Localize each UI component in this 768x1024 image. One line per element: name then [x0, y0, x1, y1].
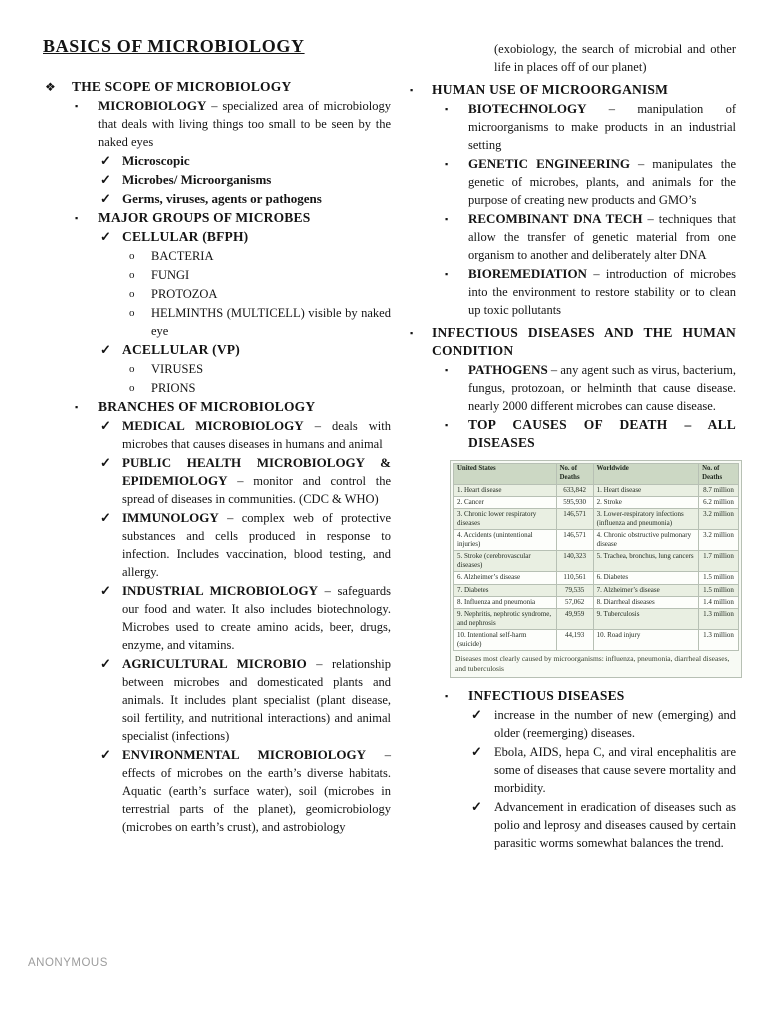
table-cell: 6.2 million: [699, 496, 739, 508]
item-text: Advancement in eradication of diseases such as polio and leprosy and diseases caused by certain parasitic worms somewhat balances the trend.: [494, 800, 736, 851]
watermark: ANONYMOUS: [28, 957, 108, 969]
item-text: – effects of microbes on the earth’s diverse habitats. Aquatic (earth’s surface water), soil (microbes in terrestrial parts of the planet), geomicrobiology (microbes on earth’s crust), and astrobiology: [122, 748, 391, 834]
check-bullet-icon: ✓: [471, 707, 482, 723]
table-cell: 6. Diabetes: [593, 572, 698, 584]
deaths-table: [453, 463, 739, 651]
table-cell: 3.2 million: [699, 530, 739, 551]
table-cell: 8. Diarrheal diseases: [593, 596, 698, 608]
check-bullet-icon: ✓: [471, 744, 482, 760]
check-bullet-icon: ✓: [100, 229, 111, 244]
list-item: [410, 361, 736, 415]
square-bullet-icon: ▪: [75, 402, 79, 412]
check-bullet-icon: ✓: [100, 510, 111, 525]
list-item: [43, 247, 391, 265]
table-cell: 1.5 million: [699, 584, 739, 596]
term-label: Microbes/ Microorganisms: [122, 172, 272, 187]
table-cell: 4. Chronic obstructive pulmonary disease: [593, 530, 698, 551]
list-item: [43, 746, 391, 836]
term-label: PATHOGENS: [468, 362, 548, 377]
table-cell: 1. Heart disease: [454, 484, 557, 496]
square-bullet-icon: ▪: [410, 85, 414, 95]
list-item: [410, 743, 736, 797]
check-bullet-icon: ✓: [100, 747, 111, 762]
table-cell: 1.5 million: [699, 572, 739, 584]
right-column-items-bottom: [410, 687, 736, 852]
term-label: IMMUNOLOGY: [122, 510, 219, 525]
table-cell: 1. Heart disease: [593, 484, 698, 496]
table-cell: 2. Cancer: [454, 496, 557, 508]
table-cell: 146,571: [556, 508, 593, 529]
item-text: – techniques that allow the transfer of genetic material from one organism to another and deliberately alter DNA: [468, 212, 736, 262]
diamond-bullet-icon: ❖: [45, 80, 56, 94]
table-caption: Diseases most clearly caused by microorganisms: influenza, pneumonia, diarrheal diseases, and tuberculosis: [455, 654, 730, 674]
circle-bullet-icon: o: [129, 307, 135, 319]
item-text: PRIONS: [151, 381, 196, 395]
list-item: [410, 706, 736, 742]
item-text: – introduction of microbes into the environment to restore stability or to clean up toxic pollutants: [468, 267, 736, 317]
item-text: – deals with microbes that causes diseases in humans and animal: [122, 419, 391, 451]
table-cell: 7. Alzheimer’s disease: [593, 584, 698, 596]
table-cell: 44,193: [556, 629, 593, 650]
table-cell: 8.7 million: [699, 484, 739, 496]
list-item: [43, 228, 391, 246]
term-label: ACELLULAR (VP): [122, 342, 240, 357]
table-cell: 3. Lower-respiratory infections (influenza and pneumonia): [593, 508, 698, 529]
square-bullet-icon: ▪: [445, 420, 449, 430]
term-label: THE SCOPE OF MICROBIOLOGY: [72, 79, 292, 94]
section-infectious-diseases: [410, 687, 736, 705]
list-item: [43, 171, 391, 189]
table-header-cell: No. of Deaths: [556, 464, 593, 485]
table-cell: 7. Diabetes: [454, 584, 557, 596]
table-cell: 3.2 million: [699, 508, 739, 529]
item-text: – manipulation of microorganisms to make products in an industrial setting: [468, 102, 736, 152]
table-row: [454, 551, 739, 572]
square-bullet-icon: ▪: [445, 159, 449, 169]
section-infectious-diseases-and-the-human-condition: [410, 324, 736, 360]
list-item: [43, 341, 391, 359]
list-item: [43, 152, 391, 170]
right-column-items-top: [410, 40, 736, 452]
continuation-text: [410, 40, 736, 76]
table-cell: 633,842: [556, 484, 593, 496]
square-bullet-icon: ▪: [445, 214, 449, 224]
term-label: HUMAN USE OF MICROORGANISM: [432, 82, 669, 97]
table-cell: 57,062: [556, 596, 593, 608]
term-label: GENETIC ENGINEERING: [468, 156, 631, 171]
table-header-row: [454, 464, 739, 485]
circle-bullet-icon: o: [129, 363, 135, 375]
circle-bullet-icon: o: [129, 288, 135, 300]
list-item: [43, 360, 391, 378]
square-bullet-icon: ▪: [445, 104, 449, 114]
table-cell: 1.3 million: [699, 608, 739, 629]
table-cell: 5. Stroke (cerebrovascular diseases): [454, 551, 557, 572]
term-label: INDUSTRIAL MICROBIOLOGY: [122, 583, 319, 598]
table-cell: 595,930: [556, 496, 593, 508]
list-item: [43, 190, 391, 208]
table-cell: 8. Influenza and pneumonia: [454, 596, 557, 608]
item-text: HELMINTHS (MULTICELL) visible by naked eye: [151, 306, 391, 338]
table-row: [454, 629, 739, 650]
term-label: BIOREMEDIATION: [468, 266, 587, 281]
list-item: [43, 285, 391, 303]
table-cell: 49,959: [556, 608, 593, 629]
term-label: PUBLIC HEALTH MICROBIOLOGY & EPIDEMIOLOGY: [122, 455, 391, 488]
list-item: [43, 417, 391, 453]
table-header-cell: No. of Deaths: [699, 464, 739, 485]
table-cell: 1.7 million: [699, 551, 739, 572]
list-item: [410, 100, 736, 154]
term-label: TOP CAUSES OF DEATH – ALL DISEASES: [468, 417, 736, 450]
page-title: BASICS OF MICROBIOLOGY: [43, 36, 305, 56]
check-bullet-icon: ✓: [100, 342, 111, 357]
table-cell: 146,571: [556, 530, 593, 551]
table-row: [454, 608, 739, 629]
section-major-groups-of-microbes: [43, 209, 391, 227]
table-cell: 9. Tuberculosis: [593, 608, 698, 629]
table-cell: 4. Accidents (unintentional injuries): [454, 530, 557, 551]
table-row: [454, 572, 739, 584]
square-bullet-icon: ▪: [445, 691, 449, 702]
table-row: [454, 508, 739, 529]
square-bullet-icon: ▪: [445, 365, 449, 375]
item-text: PROTOZOA: [151, 287, 218, 301]
check-bullet-icon: ✓: [100, 418, 111, 433]
list-item: [43, 582, 391, 654]
term-label: MEDICAL MICROBIOLOGY: [122, 418, 304, 433]
item-text: – any agent such as virus, bacterium, fungus, protozoan, or helminth that cause disease. nearly 2000 different microbes can cause disease.: [468, 363, 736, 413]
table-header-cell: Worldwide: [593, 464, 698, 485]
item-text: VIRUSES: [151, 362, 204, 376]
list-item: [43, 304, 391, 340]
term-label: INFECTIOUS DISEASES AND THE HUMAN CONDITION: [432, 325, 736, 358]
item-text: increase in the number of new (emerging) and older (reemerging) diseases.: [494, 708, 736, 741]
term-label: Microscopic: [122, 153, 190, 168]
item-text: BACTERIA: [151, 249, 214, 263]
item-text: – specialized area of microbiology that deals with living things too small to be seen by the naked eyes: [98, 99, 391, 149]
section-top-causes-of-death: [410, 416, 736, 452]
deaths-table-figure: [450, 460, 742, 678]
term-label: MAJOR GROUPS OF MICROBES: [98, 210, 311, 225]
circle-bullet-icon: o: [129, 382, 135, 394]
item-text: FUNGI: [151, 268, 190, 282]
list-item: [410, 210, 736, 264]
term-label: MICROBIOLOGY: [98, 98, 207, 113]
term-label: BRANCHES OF MICROBIOLOGY: [98, 399, 316, 414]
item-text: Ebola, AIDS, hepa C, and viral encephalitis are some of diseases that cause severe mortality and morbidity.: [494, 745, 736, 796]
list-item: [43, 266, 391, 284]
table-row: [454, 596, 739, 608]
term-label: CELLULAR (BFPH): [122, 229, 249, 244]
table-header-cell: United States: [454, 464, 557, 485]
term-label: ENVIRONMENTAL MICROBIOLOGY: [122, 747, 366, 762]
list-item: [43, 97, 391, 151]
list-item: [410, 265, 736, 319]
table-cell: 1.4 million: [699, 596, 739, 608]
check-bullet-icon: ✓: [100, 455, 111, 470]
term-label: RECOMBINANT DNA TECH: [468, 211, 643, 226]
check-bullet-icon: ✓: [100, 153, 111, 168]
square-bullet-icon: ▪: [75, 101, 79, 111]
term-label: BIOTECHNOLOGY: [468, 101, 587, 116]
check-bullet-icon: ✓: [100, 656, 111, 671]
item-text: – manipulates the genetic of microbes, plants, and animals for the purpose of creating new products and GMO’s: [468, 157, 736, 207]
term-label: INFECTIOUS DISEASES: [468, 688, 625, 704]
table-row: [454, 584, 739, 596]
table-cell: 2. Stroke: [593, 496, 698, 508]
table-cell: 10. Road injury: [593, 629, 698, 650]
list-item: [43, 655, 391, 745]
table-cell: 79,535: [556, 584, 593, 596]
check-bullet-icon: ✓: [100, 583, 111, 598]
table-cell: 5. Trachea, bronchus, lung cancers: [593, 551, 698, 572]
list-item: [43, 509, 391, 581]
item-text: – monitor and control the spread of diseases in communities. (CDC & WHO): [122, 474, 391, 506]
table-row: [454, 484, 739, 496]
table-row: [454, 530, 739, 551]
table-cell: 3. Chronic lower respiratory diseases: [454, 508, 557, 529]
table-cell: 140,323: [556, 551, 593, 572]
check-bullet-icon: ✓: [471, 799, 482, 815]
item-text: – relationship between microbes and domesticated plants and animals. It includes plant specialist (plant disease, soil fertility, and nutritional interactions) and animal specialist (infections): [122, 657, 391, 743]
list-item: [43, 379, 391, 397]
square-bullet-icon: ▪: [410, 328, 414, 338]
table-cell: 9. Nephritis, nephrotic syndrome, and nephrosis: [454, 608, 557, 629]
list-item: [43, 454, 391, 508]
item-text: – complex web of protective substances and cells produced in response to infection. Includes vaccination, blood testing, and allergy.: [122, 511, 391, 579]
list-item: [410, 798, 736, 852]
table-body: [454, 484, 739, 650]
check-bullet-icon: ✓: [100, 191, 111, 206]
square-bullet-icon: ▪: [75, 213, 79, 223]
term-label: AGRICULTURAL MICROBIO: [122, 656, 307, 671]
table-row: [454, 496, 739, 508]
circle-bullet-icon: o: [129, 250, 135, 262]
table-cell: 110,561: [556, 572, 593, 584]
left-column: [43, 78, 391, 837]
item-text: – safeguards our food and water. It also includes biotechnology. Microbes used to create amino acids, beer, drugs, enzyme, and vitamins.: [122, 584, 392, 652]
term-label: Germs, viruses, agents or pathogens: [122, 191, 322, 206]
table-cell: 10. Intentional self-harm (suicide): [454, 629, 557, 650]
right-column: [410, 40, 736, 853]
section-the-scope-of-microbiology: [43, 78, 391, 96]
circle-bullet-icon: o: [129, 269, 135, 281]
section-human-use-of-microorganism: [410, 81, 736, 99]
table-cell: 6. Alzheimer’s disease: [454, 572, 557, 584]
section-branches-of-microbiology: [43, 398, 391, 416]
table-cell: 1.3 million: [699, 629, 739, 650]
item-text: (exobiology, the search of microbial and other life in places off of our planet): [494, 42, 736, 74]
square-bullet-icon: ▪: [445, 269, 449, 279]
check-bullet-icon: ✓: [100, 172, 111, 187]
list-item: [410, 155, 736, 209]
